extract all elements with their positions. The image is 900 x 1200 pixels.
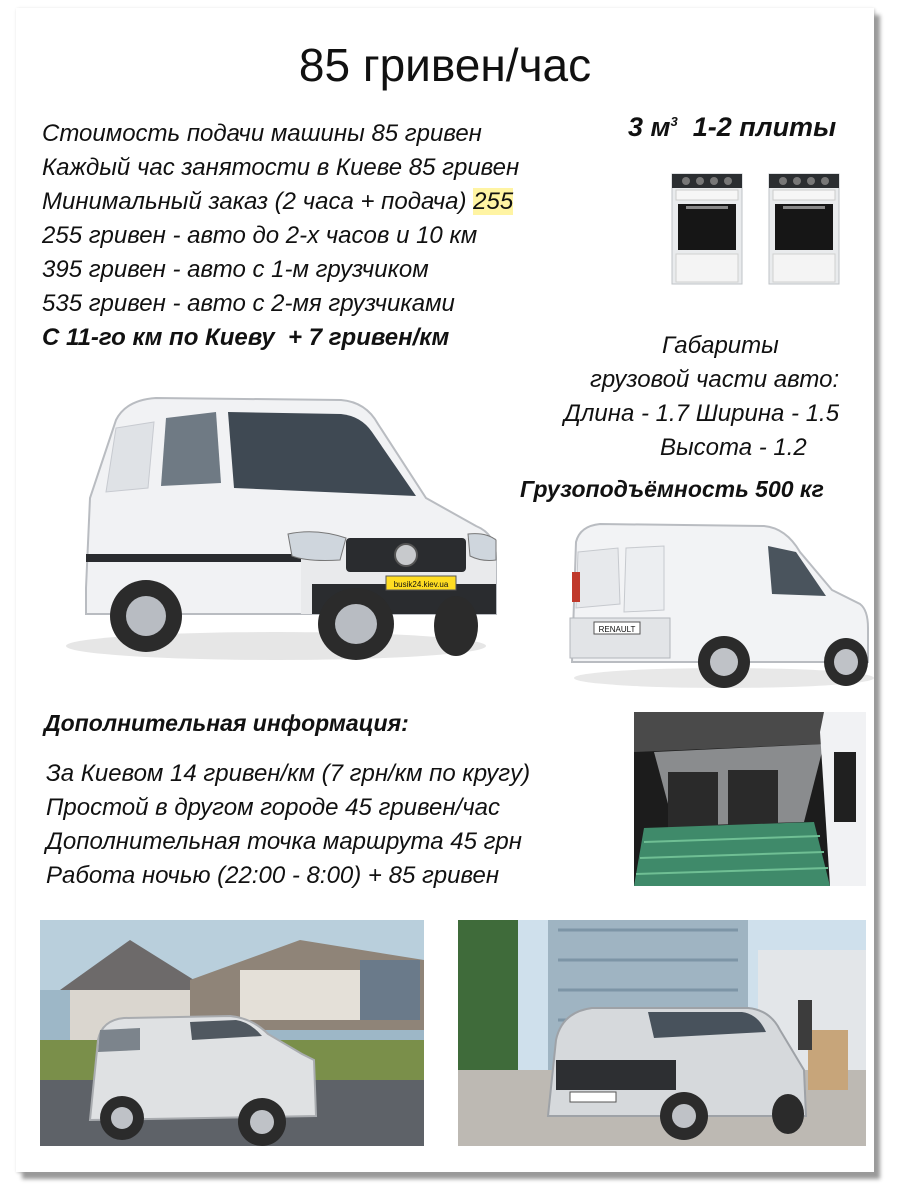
volume-power: 3 [670,114,678,129]
extra-line-idle-time: Простой в другом городе 45 гривен/час [46,794,500,821]
rate-line-minimum [42,188,513,216]
flyer-card [16,8,874,1172]
dimensions-length-width: Длина - 1.7 Ширина - 1.5 [564,400,840,427]
stove-icon [672,174,742,284]
extra-line-outside-kyiv: За Киевом 14 гривен/км (7 грн/км по кругу) [46,760,531,787]
dimensions-height: Высота - 1.2 [660,434,807,461]
page-title: 85 гривен/час [298,39,592,91]
vw-caddy-front-photo [56,388,506,668]
rate-line-two-loaders: 535 гривен - авто с 2-мя грузчиками [42,290,455,317]
license-plate-vw: busik24.kiev.ua [393,580,449,589]
cargo-interior-photo [634,712,866,886]
payload: Грузоподъёмность 500 кг [520,476,824,502]
rate-line-delivery: Стоимость подачи машины 85 гривен [42,120,482,147]
renault-kangoo-street-photo [40,920,424,1146]
dimensions-subheading: грузовой части авто: [590,366,840,393]
rate-line-minimum-text: Минимальный заказ (2 часа + подача) [42,188,474,215]
rate-line-hourly: Каждый час занятости в Киеве 85 гривен [42,154,520,181]
stove-icon [769,174,839,284]
stove-pair-icon [666,168,856,293]
rate-line-basic: 255 гривен - авто до 2-х часов и 10 км [42,222,478,249]
extra-line-extra-stop: Дополнительная точка маршрута 45 грн [46,828,522,855]
extra-line-night-work: Работа ночью (22:00 - 8:00) + 85 гривен [46,862,500,889]
extra-info-heading: Дополнительная информация: [44,710,409,736]
renault-kangoo-rear-photo [564,512,874,692]
minimum-price-highlight: 255 [473,188,514,215]
dimensions-heading: Габариты [662,332,779,359]
km-rate: С 11-го км по Киеву + 7 гривен/км [42,324,450,351]
stoves-count: 1-2 плиты [692,112,837,142]
volume-stoves [628,112,836,143]
vw-caddy-city-photo [458,920,866,1146]
license-plate-renault: RENAULT [598,625,636,634]
rate-line-one-loader: 395 гривен - авто с 1-м грузчиком [42,256,429,283]
volume-value: 3 м [628,112,671,142]
